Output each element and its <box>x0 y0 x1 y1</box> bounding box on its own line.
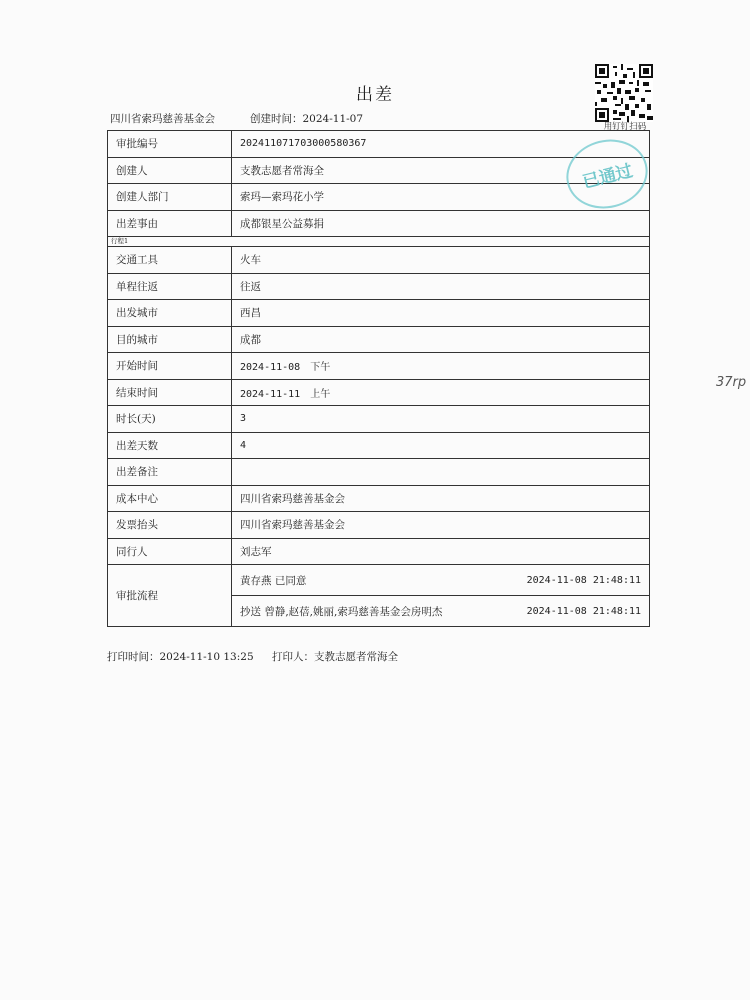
table-row <box>108 210 650 237</box>
printer-name: 打印人：支教志愿者常海全 <box>272 651 398 663</box>
field-value: 往返 <box>232 273 650 300</box>
field-value <box>232 459 650 486</box>
field-label: 结束时间 <box>108 379 232 406</box>
field-label: 出差事由 <box>108 210 232 237</box>
field-label: 发票抬头 <box>108 512 232 539</box>
approval-step-text: 抄送 曾静,赵蓓,姚丽,索玛慈善基金会房明杰 <box>240 605 443 618</box>
field-label: 目的城市 <box>108 326 232 353</box>
table-row <box>108 432 650 459</box>
field-value: 四川省索玛慈善基金会 <box>232 512 650 539</box>
table-row <box>108 353 650 380</box>
field-value: 西昌 <box>232 300 650 327</box>
field-label: 同行人 <box>108 538 232 565</box>
field-label: 交通工具 <box>108 247 232 274</box>
field-label: 创建人部门 <box>108 184 232 211</box>
field-value: 火车 <box>232 247 650 274</box>
field-value: 3 <box>232 406 650 433</box>
approval-step <box>232 565 649 595</box>
table-row <box>108 379 650 406</box>
field-value: 索玛—索玛花小学 <box>232 184 650 211</box>
table-row <box>108 300 650 327</box>
stamp-text: 已通过 <box>580 160 635 193</box>
approval-step <box>232 595 649 626</box>
qr-caption: 用钉钉扫码 <box>603 122 647 132</box>
field-value: 成都 <box>232 326 650 353</box>
approval-step-time: 2024-11-08 21:48:11 <box>526 605 641 617</box>
table-row <box>108 131 650 158</box>
approval-flow-row <box>108 565 650 627</box>
field-label: 出发城市 <box>108 300 232 327</box>
table-row <box>108 247 650 274</box>
field-value: 成都银星公益募捐 <box>232 210 650 237</box>
field-label: 开始时间 <box>108 353 232 380</box>
created-time: 创建时间：2024-11-07 <box>250 113 364 125</box>
field-label: 创建人 <box>108 157 232 184</box>
field-value: 刘志军 <box>232 538 650 565</box>
field-value: 四川省索玛慈善基金会 <box>232 485 650 512</box>
table-row <box>108 512 650 539</box>
field-label: 出差天数 <box>108 432 232 459</box>
field-value: 202411071703000580367 <box>232 131 650 158</box>
approval-step-time: 2024-11-08 21:48:11 <box>526 574 641 586</box>
table-row <box>108 406 650 433</box>
table-row <box>108 459 650 486</box>
approval-form-table <box>107 130 650 627</box>
approval-flow-cell <box>232 565 650 627</box>
field-label: 审批流程 <box>108 565 232 627</box>
print-time: 打印时间：2024-11-10 13:25 <box>107 651 254 663</box>
field-value: 4 <box>232 432 650 459</box>
field-value: 2024-11-08 下午 <box>232 353 650 380</box>
field-label: 审批编号 <box>108 131 232 158</box>
table-row <box>108 326 650 353</box>
qr-code <box>595 64 653 122</box>
table-row <box>108 538 650 565</box>
approval-step-text: 黄存燕 已同意 <box>240 574 307 587</box>
field-label: 时长(天) <box>108 406 232 433</box>
table-row <box>108 273 650 300</box>
organization-name: 四川省索玛慈善基金会 <box>110 113 215 125</box>
document-title: 出差 <box>356 85 394 105</box>
handwritten-margin-note: 37rp <box>716 375 747 390</box>
field-value: 支教志愿者常海全 <box>232 157 650 184</box>
field-label: 单程往返 <box>108 273 232 300</box>
section-label: 行程1 <box>108 237 650 247</box>
section-header-row <box>108 237 650 247</box>
field-label: 出差备注 <box>108 459 232 486</box>
field-label: 成本中心 <box>108 485 232 512</box>
table-row <box>108 485 650 512</box>
field-value: 2024-11-11 上午 <box>232 379 650 406</box>
